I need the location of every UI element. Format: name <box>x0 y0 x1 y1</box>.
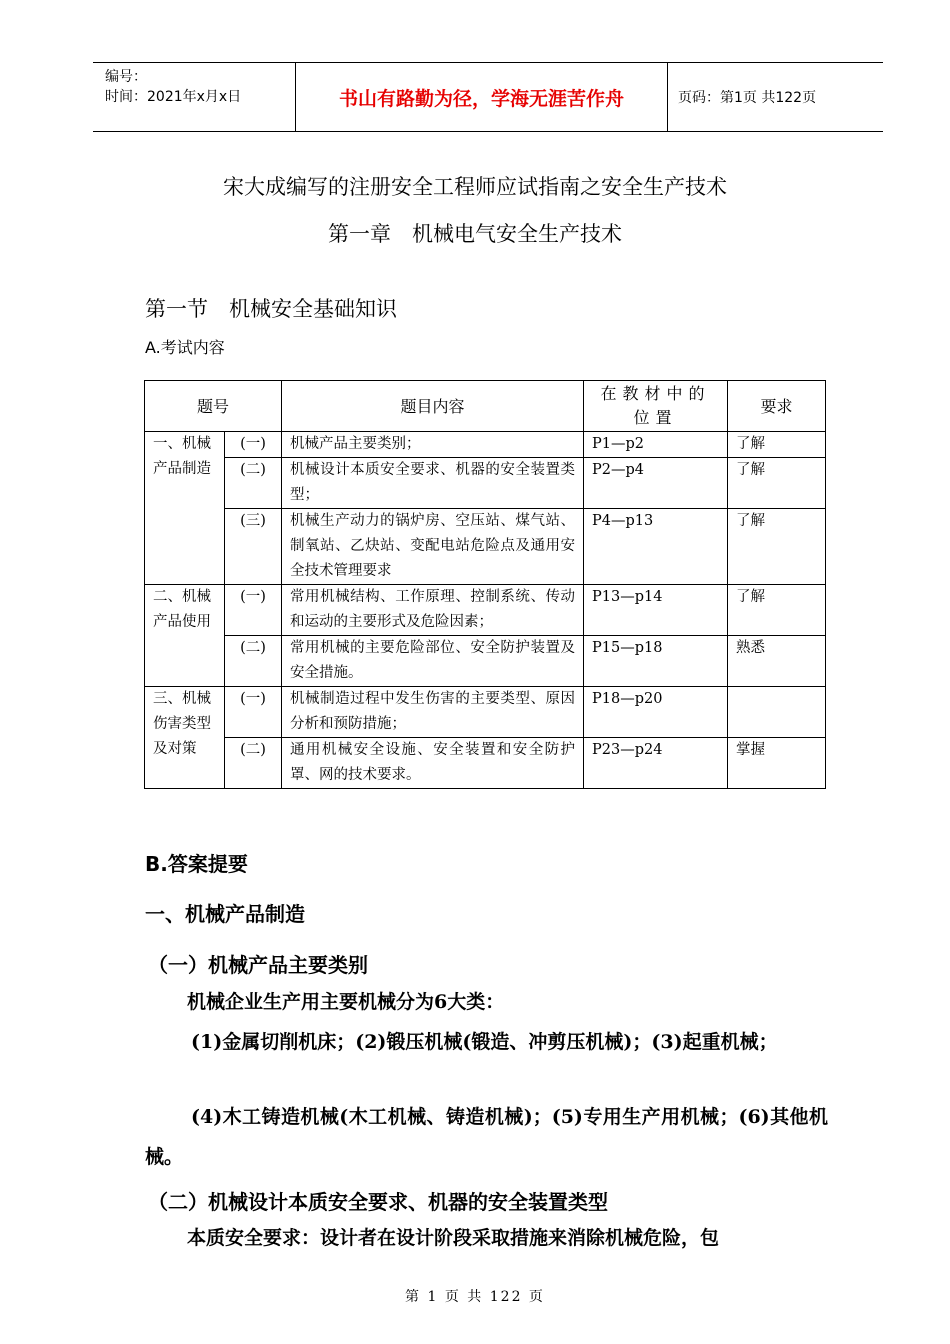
part1-heading: 一、机械产品制造 <box>145 902 305 926</box>
table-row <box>145 585 826 636</box>
item-number: (一) <box>225 585 282 636</box>
item-number: (二) <box>225 458 282 509</box>
item-page: P18—p20 <box>584 687 728 738</box>
header-number: 题号 <box>145 381 282 432</box>
item-description: 常用机械的主要危险部位、安全防护装置及安全措施。 <box>282 636 584 687</box>
item-number: (一) <box>225 687 282 738</box>
item-requirement <box>728 687 826 738</box>
item-number: (二) <box>225 738 282 789</box>
item-description: 通用机械安全设施、安全装置和安全防护罩、网的技术要求。 <box>282 738 584 789</box>
exam-content-table <box>144 380 826 789</box>
paragraph: 本质安全要求：设计者在设计阶段采取措施来消除机械危险，包 <box>187 1227 720 1249</box>
item-description: 机械产品主要类别； <box>282 432 584 458</box>
header-requirement: 要求 <box>728 381 826 432</box>
paragraph: (4)木工铸造机械(木工机械、铸造机械)；(5)专用生产用机械；(6)其他机械。 <box>145 1106 828 1168</box>
item-page: P13—p14 <box>584 585 728 636</box>
item-requirement: 了解 <box>728 458 826 509</box>
item-page: P1—p2 <box>584 432 728 458</box>
category-cell: 二、机械产品使用 <box>145 585 225 687</box>
item-requirement: 了解 <box>728 509 826 585</box>
table-row <box>145 636 826 687</box>
document-title: 宋大成编写的注册安全工程师应试指南之安全生产技术 <box>223 175 727 199</box>
category-cell: 一、机械产品制造 <box>145 432 225 585</box>
item-description: 机械设计本质安全要求、机器的安全装置类型； <box>282 458 584 509</box>
item-description: 机械制造过程中发生伤害的主要类型、原因分析和预防措施； <box>282 687 584 738</box>
table-row <box>145 432 826 458</box>
chapter-title: 第一章 机械电气安全生产技术 <box>328 222 622 246</box>
exam-content-heading: A.考试内容 <box>145 338 225 357</box>
item-page: P23—p24 <box>584 738 728 789</box>
category-cell: 三、机械伤害类型及对策 <box>145 687 225 789</box>
table-row <box>145 687 826 738</box>
item-page: P15—p18 <box>584 636 728 687</box>
paragraph: (1)金属切削机床；(2)锻压机械(锻造、冲剪压机械)；(3)起重机械； <box>191 1031 778 1053</box>
item-requirement: 了解 <box>728 432 826 458</box>
page-header <box>93 62 883 132</box>
item-requirement: 掌握 <box>728 738 826 789</box>
table-row <box>145 458 826 509</box>
item-requirement: 熟悉 <box>728 636 826 687</box>
part1-2-heading: （二）机械设计本质安全要求、机器的安全装置类型 <box>148 1190 608 1214</box>
table-row <box>145 509 826 585</box>
paragraph: 机械企业生产用主要机械分为6大类： <box>187 991 505 1013</box>
item-number: (三) <box>225 509 282 585</box>
header-content: 题目内容 <box>282 381 584 432</box>
number-label: 编号： <box>105 69 147 85</box>
header-left <box>93 63 295 131</box>
header-motto: 书山有路勤为径，学海无涯苦作舟 <box>295 63 668 131</box>
item-description: 常用机械结构、工作原理、控制系统、传动和运动的主要形式及危险因素； <box>282 585 584 636</box>
item-page: P4—p13 <box>584 509 728 585</box>
part1-1-heading: （一）机械产品主要类别 <box>148 953 368 977</box>
answer-summary-heading: B.答案提要 <box>145 852 248 876</box>
table-header-row <box>145 381 826 432</box>
item-number: (一) <box>225 432 282 458</box>
item-page: P2—p4 <box>584 458 728 509</box>
page-footer: 第 1 页 共 122 页 <box>405 1289 545 1305</box>
section-title: 第一节 机械安全基础知识 <box>145 297 397 321</box>
item-requirement: 了解 <box>728 585 826 636</box>
time-label: 时间：2021年x月x日 <box>105 89 242 105</box>
table-row <box>145 738 826 789</box>
header-location: 在教材中的位置 <box>584 381 728 432</box>
item-description: 机械生产动力的锅炉房、空压站、煤气站、制氧站、乙炔站、变配电站危险点及通用安全技术管理要求 <box>282 509 584 585</box>
item-number: (二) <box>225 636 282 687</box>
header-page-info: 页码：第1页 共122页 <box>678 90 817 106</box>
